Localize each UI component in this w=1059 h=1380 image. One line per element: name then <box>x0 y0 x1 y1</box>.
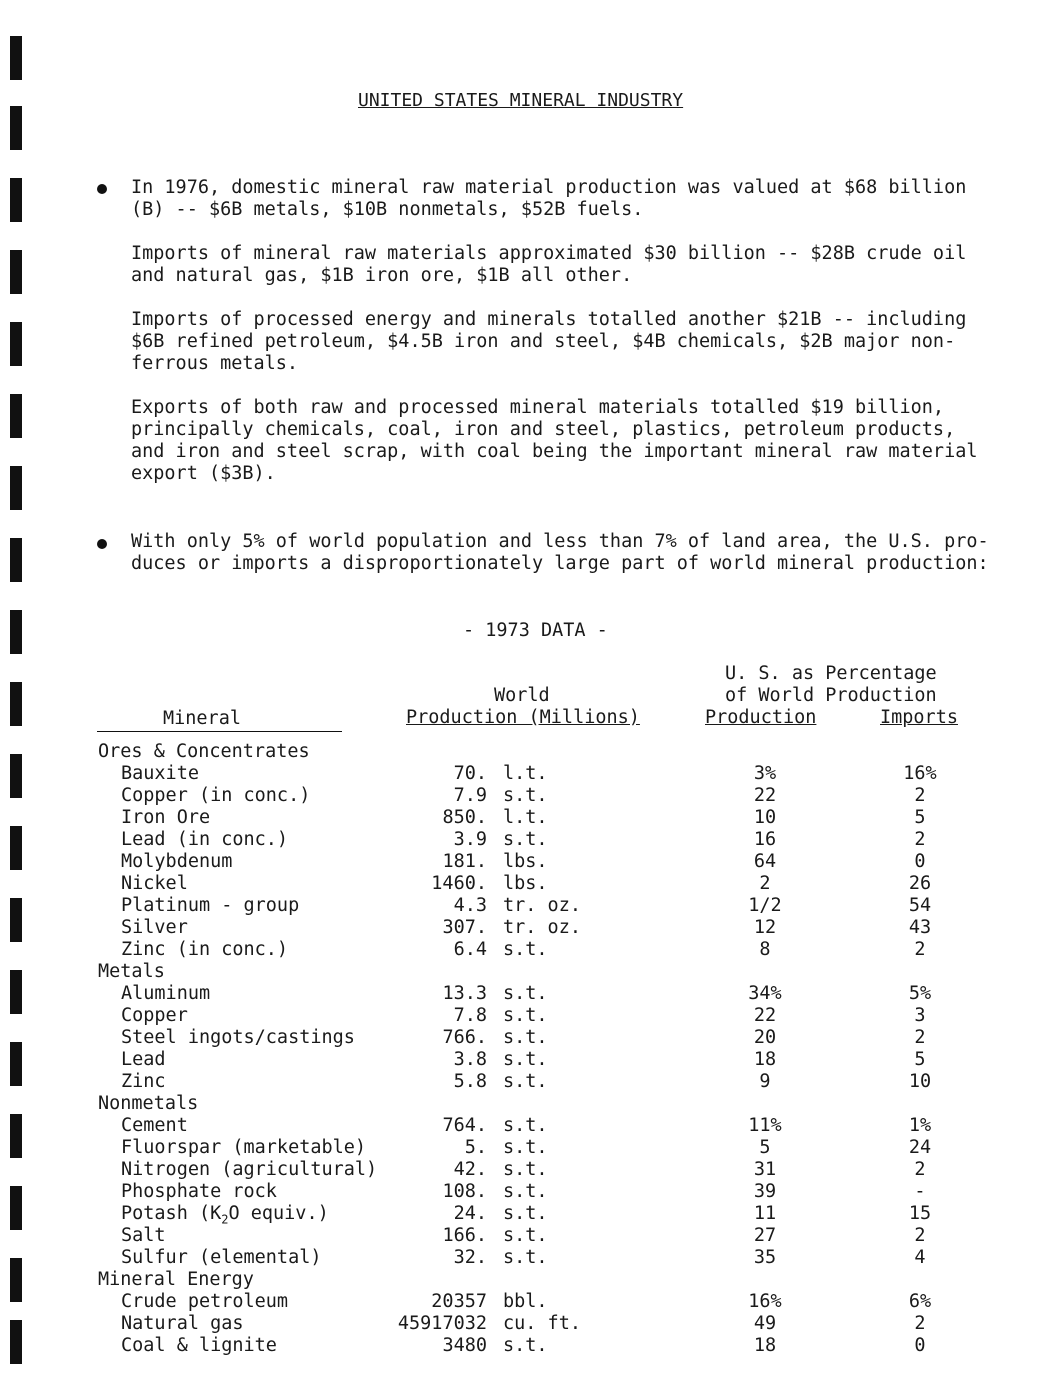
world-production-unit: s.t. <box>503 983 548 1004</box>
table-row <box>0 1225 1059 1247</box>
us-imports-percent: 5 <box>914 807 926 828</box>
us-imports-percent: 43 <box>908 917 932 938</box>
table-row <box>0 807 1059 829</box>
world-production-unit: s.t. <box>503 1027 548 1048</box>
us-production-percent: 10 <box>753 807 777 828</box>
us-production-percent: 12 <box>753 917 777 938</box>
world-production-unit: lbs. <box>503 851 548 872</box>
world-production-unit: s.t. <box>503 1181 548 1202</box>
table-row <box>0 851 1059 873</box>
table-row <box>0 763 1059 785</box>
mineral-name: Nickel <box>121 873 188 894</box>
world-production-value: 42. <box>453 1159 487 1180</box>
us-imports-percent: 2 <box>914 1027 926 1048</box>
mineral-name: Fluorspar (marketable) <box>121 1137 367 1158</box>
us-production-percent: 16 <box>753 829 777 850</box>
world-production-value: 70. <box>453 763 487 784</box>
mineral-name: Lead <box>121 1049 166 1070</box>
us-imports-percent: 5 <box>914 1049 926 1070</box>
world-production-unit: cu. ft. <box>503 1313 581 1334</box>
us-imports-percent: 2 <box>914 785 926 806</box>
table-row <box>0 1313 1059 1335</box>
paragraph-4: Exports of both raw and processed mineral materials totalled $19 billion, principally chemicals, coal, iron and steel, plastics, petroleum products, and iron and steel scrap, with coal being the important mineral raw material export ($3B). <box>131 397 978 484</box>
mineral-name: Zinc <box>121 1071 166 1092</box>
us-production-percent: 2 <box>759 873 771 894</box>
us-production-percent: 11 <box>753 1203 777 1224</box>
us-imports-percent: 2 <box>914 1313 926 1334</box>
us-production-percent: 1/2 <box>748 895 782 916</box>
category-label: Metals <box>98 961 165 982</box>
world-production-unit: tr. oz. <box>503 917 581 938</box>
world-production-unit: s.t. <box>503 1225 548 1246</box>
mineral-name: Silver <box>121 917 188 938</box>
header-production: Production <box>705 707 817 728</box>
us-imports-percent: 2 <box>914 1225 926 1246</box>
paragraph-3: Imports of processed energy and minerals totalled another $21B -- including $6B refined petroleum, $4.5B iron and steel, $4B chemicals, $2B major non- ferrous metals. <box>131 309 967 374</box>
mineral-name: Crude petroleum <box>121 1291 289 1312</box>
world-production-unit: s.t. <box>503 1137 548 1158</box>
world-production-unit: s.t. <box>503 1115 548 1136</box>
mineral-name: Coal & lignite <box>121 1335 277 1356</box>
category-label: Nonmetals <box>98 1093 199 1114</box>
world-production-value: 1460. <box>431 873 487 894</box>
header-world-2: Production (Millions) <box>406 707 640 728</box>
world-production-value: 5. <box>464 1137 487 1158</box>
us-production-percent: 64 <box>753 851 777 872</box>
us-production-percent: 18 <box>753 1335 777 1356</box>
us-imports-percent: 2 <box>914 829 926 850</box>
world-production-unit: l.t. <box>503 763 548 784</box>
world-production-unit: s.t. <box>503 1335 548 1356</box>
table-row <box>0 1137 1059 1159</box>
world-production-value: 181. <box>442 851 487 872</box>
world-production-unit: bbl. <box>503 1291 548 1312</box>
world-production-value: 20357 <box>431 1291 487 1312</box>
world-production-value: 4.3 <box>453 895 487 916</box>
table-category-row <box>0 1269 1059 1291</box>
world-production-unit: l.t. <box>503 807 548 828</box>
mineral-name: Steel ingots/castings <box>121 1027 355 1048</box>
table-category-row <box>0 741 1059 763</box>
mineral-name: Potash ($K_2O$ equiv.) <box>121 1203 329 1227</box>
header-pct-2: of World Production <box>725 685 937 706</box>
us-imports-percent: 0 <box>914 1335 926 1356</box>
table-row <box>0 1291 1059 1313</box>
bullet-icon <box>97 184 107 194</box>
mineral-name: Zinc (in conc.) <box>121 939 289 960</box>
mineral-name: Nitrogen (agricultural) <box>121 1159 378 1180</box>
us-production-percent: 16% <box>748 1291 782 1312</box>
world-production-unit: tr. oz. <box>503 895 581 916</box>
world-production-unit: s.t. <box>503 829 548 850</box>
us-imports-percent: - <box>914 1181 926 1202</box>
mineral-name: Aluminum <box>121 983 211 1004</box>
us-production-percent: 18 <box>753 1049 777 1070</box>
mineral-name: Molybdenum <box>121 851 233 872</box>
us-imports-percent: 26 <box>908 873 932 894</box>
world-production-value: 13.3 <box>442 983 487 1004</box>
us-imports-percent: 5% <box>908 983 932 1004</box>
table-category-row <box>0 1093 1059 1115</box>
world-production-unit: s.t. <box>503 785 548 806</box>
us-production-percent: 11% <box>748 1115 782 1136</box>
us-production-percent: 8 <box>759 939 771 960</box>
us-imports-percent: 4 <box>914 1247 926 1268</box>
world-production-value: 3480 <box>442 1335 487 1356</box>
mineral-name: Salt <box>121 1225 166 1246</box>
mineral-name: Natural gas <box>121 1313 244 1334</box>
us-production-percent: 35 <box>753 1247 777 1268</box>
category-label: Mineral Energy <box>98 1269 254 1290</box>
table-row <box>0 1247 1059 1269</box>
us-imports-percent: 10 <box>908 1071 932 1092</box>
table-row <box>0 1005 1059 1027</box>
world-production-value: 3.9 <box>453 829 487 850</box>
mineral-name: Platinum - group <box>121 895 300 916</box>
us-production-percent: 34% <box>748 983 782 1004</box>
mineral-name: Lead (in conc.) <box>121 829 289 850</box>
mineral-name: Cement <box>121 1115 188 1136</box>
world-production-unit: s.t. <box>503 1049 548 1070</box>
world-production-value: 108. <box>442 1181 487 1202</box>
header-pct-1: U. S. as Percentage <box>725 663 937 684</box>
table-row <box>0 939 1059 961</box>
table-row <box>0 873 1059 895</box>
table-row <box>0 829 1059 851</box>
us-imports-percent: 3 <box>914 1005 926 1026</box>
world-production-value: 7.9 <box>453 785 487 806</box>
table-row <box>0 983 1059 1005</box>
world-production-value: 850. <box>442 807 487 828</box>
table-row <box>0 895 1059 917</box>
mineral-name: Bauxite <box>121 763 199 784</box>
table-title: - 1973 DATA - <box>463 620 608 641</box>
us-production-percent: 31 <box>753 1159 777 1180</box>
world-production-unit: s.t. <box>503 1071 548 1092</box>
world-production-value: 24. <box>453 1203 487 1224</box>
world-production-value: 166. <box>442 1225 487 1246</box>
us-production-percent: 39 <box>753 1181 777 1202</box>
world-production-unit: s.t. <box>503 1247 548 1268</box>
us-production-percent: 22 <box>753 785 777 806</box>
us-production-percent: 27 <box>753 1225 777 1246</box>
world-production-value: 32. <box>453 1247 487 1268</box>
world-production-value: 764. <box>442 1115 487 1136</box>
mineral-name: Phosphate rock <box>121 1181 277 1202</box>
table-row <box>0 917 1059 939</box>
table-row <box>0 1203 1059 1225</box>
mineral-name: Copper <box>121 1005 188 1026</box>
header-rule <box>97 731 342 732</box>
us-imports-percent: 2 <box>914 939 926 960</box>
world-production-value: 307. <box>442 917 487 938</box>
bullet-icon <box>97 539 107 549</box>
world-production-unit: s.t. <box>503 1005 548 1026</box>
header-imports: Imports <box>880 707 958 728</box>
world-production-value: 5.8 <box>453 1071 487 1092</box>
world-production-value: 766. <box>442 1027 487 1048</box>
us-imports-percent: 2 <box>914 1159 926 1180</box>
us-imports-percent: 54 <box>908 895 932 916</box>
category-label: Ores & Concentrates <box>98 741 310 762</box>
us-production-percent: 5 <box>759 1137 771 1158</box>
us-imports-percent: 1% <box>908 1115 932 1136</box>
world-production-unit: s.t. <box>503 939 548 960</box>
table-row <box>0 1071 1059 1093</box>
table-row <box>0 1159 1059 1181</box>
world-production-value: 6.4 <box>453 939 487 960</box>
world-production-value: 7.8 <box>453 1005 487 1026</box>
us-production-percent: 49 <box>753 1313 777 1334</box>
world-production-value: 45917032 <box>397 1313 487 1334</box>
us-production-percent: 3% <box>753 763 777 784</box>
table-row <box>0 1115 1059 1137</box>
paragraph-1: In 1976, domestic mineral raw material production was valued at $68 billion (B) -- $6B metals, $10B nonmetals, $52B fuels. <box>131 177 967 220</box>
world-production-unit: lbs. <box>503 873 548 894</box>
us-production-percent: 20 <box>753 1027 777 1048</box>
table-category-row <box>0 961 1059 983</box>
world-production-unit: s.t. <box>503 1159 548 1180</box>
mineral-name: Iron Ore <box>121 807 211 828</box>
table-row <box>0 785 1059 807</box>
mineral-name: Copper (in conc.) <box>121 785 311 806</box>
table-row <box>0 1335 1059 1357</box>
page-title: UNITED STATES MINERAL INDUSTRY <box>358 90 684 111</box>
paragraph-2: Imports of mineral raw materials approximated $30 billion -- $28B crude oil and natural gas, $1B iron ore, $1B all other. <box>131 243 967 286</box>
us-production-percent: 22 <box>753 1005 777 1026</box>
table-row <box>0 1049 1059 1071</box>
us-imports-percent: 6% <box>908 1291 932 1312</box>
paragraph-5: With only 5% of world population and less than 7% of land area, the U.S. pro- duces or imports a disproportionately large part of world mineral production: <box>131 531 989 574</box>
us-imports-percent: 15 <box>908 1203 932 1224</box>
us-imports-percent: 16% <box>903 763 937 784</box>
us-imports-percent: 0 <box>914 851 926 872</box>
us-production-percent: 9 <box>759 1071 771 1092</box>
world-production-value: 3.8 <box>453 1049 487 1070</box>
us-imports-percent: 24 <box>908 1137 932 1158</box>
mineral-name: Sulfur (elemental) <box>121 1247 322 1268</box>
table-row <box>0 1027 1059 1049</box>
header-world-1: World <box>494 685 550 706</box>
header-mineral: Mineral <box>163 708 241 729</box>
world-production-unit: s.t. <box>503 1203 548 1224</box>
table-row <box>0 1181 1059 1203</box>
